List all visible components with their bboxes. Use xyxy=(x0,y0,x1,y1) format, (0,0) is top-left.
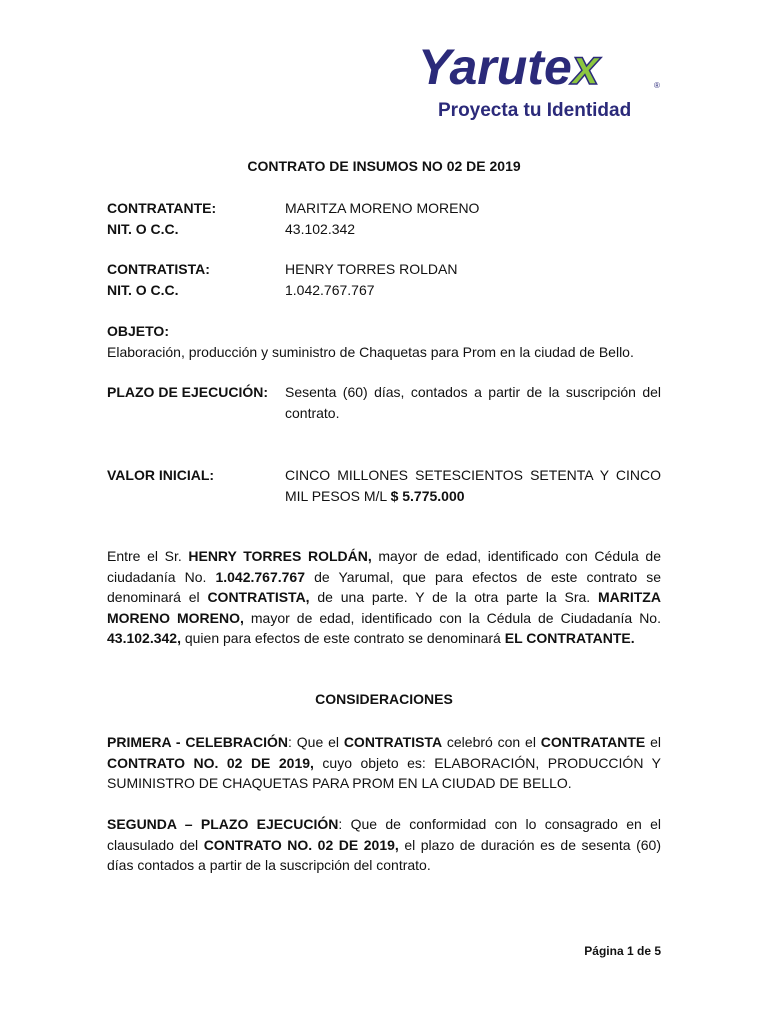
segunda-clause: SEGUNDA – PLAZO EJECUCIÓN: Que de conformidad con lo consagrado en el clausulado del CONTRATO NO. 02 DE 2019, el plazo de duración es de sesenta (60) días contados a partir de la suscripción del contrato. xyxy=(107,816,661,873)
contratante-label: CONTRATANTE: xyxy=(107,200,217,216)
logo-brand: Yarutex xyxy=(418,40,600,95)
logo-tagline: Proyecta tu Identidad xyxy=(438,100,632,121)
primera-clause: PRIMERA - CELEBRACIÓN: Que el CONTRATISTA celebró con el CONTRATANTE el CONTRATO NO. 02 DE 2019, cuyo objeto es: ELABORACIÓN, PRODUCCIÓN Y SUMINISTRO DE CHAQUETAS PARA PROM EN LA CIUDAD DE BELLO. xyxy=(107,734,661,791)
contratante-id-label: NIT. O C.C. xyxy=(107,221,179,237)
valor-label: VALOR INICIAL: xyxy=(107,467,215,483)
plazo-label: PLAZO DE EJECUCIÓN: xyxy=(107,384,269,400)
valor-text: CINCO MILLONES SETESCIENTOS SETENTA Y CINCO MIL PESOS M/L $ 5.775.000 xyxy=(285,467,661,504)
intro-paragraph: Entre el Sr. HENRY TORRES ROLDÁN, mayor de edad, identificado con Cédula de ciudadanía No. 1.042.767.767 de Yarumal, que para efectos de este contrato se denominará el CONTRATISTA, de una parte. Y de la otra parte la Sra. MARITZA MORENO MORENO, mayor de edad, identificado con la Cédula de Ciudadanía No. 43.102.342, quien para efectos de este contrato se denominará EL CONTRATANTE. xyxy=(107,548,661,646)
objeto-label: OBJETO: xyxy=(107,323,169,339)
svg-text:®: ® xyxy=(654,81,660,90)
valor-amount: $ 5.775.000 xyxy=(390,487,465,504)
yarutex-logo xyxy=(416,40,666,124)
contratista-id: 1.042.767.767 xyxy=(285,282,375,298)
plazo-text: Sesenta (60) días, contados a partir de la suscripción del contrato. xyxy=(285,384,661,421)
contratante-id: 43.102.342 xyxy=(285,221,356,237)
contratista-label: CONTRATISTA: xyxy=(107,261,210,277)
consideraciones-heading: CONSIDERACIONES xyxy=(315,691,453,707)
document-title: CONTRATO DE INSUMOS NO 02 DE 2019 xyxy=(247,158,521,174)
objeto-text: Elaboración, producción y suministro de Chaquetas para Prom en la ciudad de Bello. xyxy=(107,344,634,360)
contratante-name: MARITZA MORENO MORENO xyxy=(285,200,480,216)
contratista-name: HENRY TORRES ROLDAN xyxy=(285,261,458,277)
contratista-id-label: NIT. O C.C. xyxy=(107,282,179,298)
page-number: Página 1 de 5 xyxy=(584,944,661,958)
